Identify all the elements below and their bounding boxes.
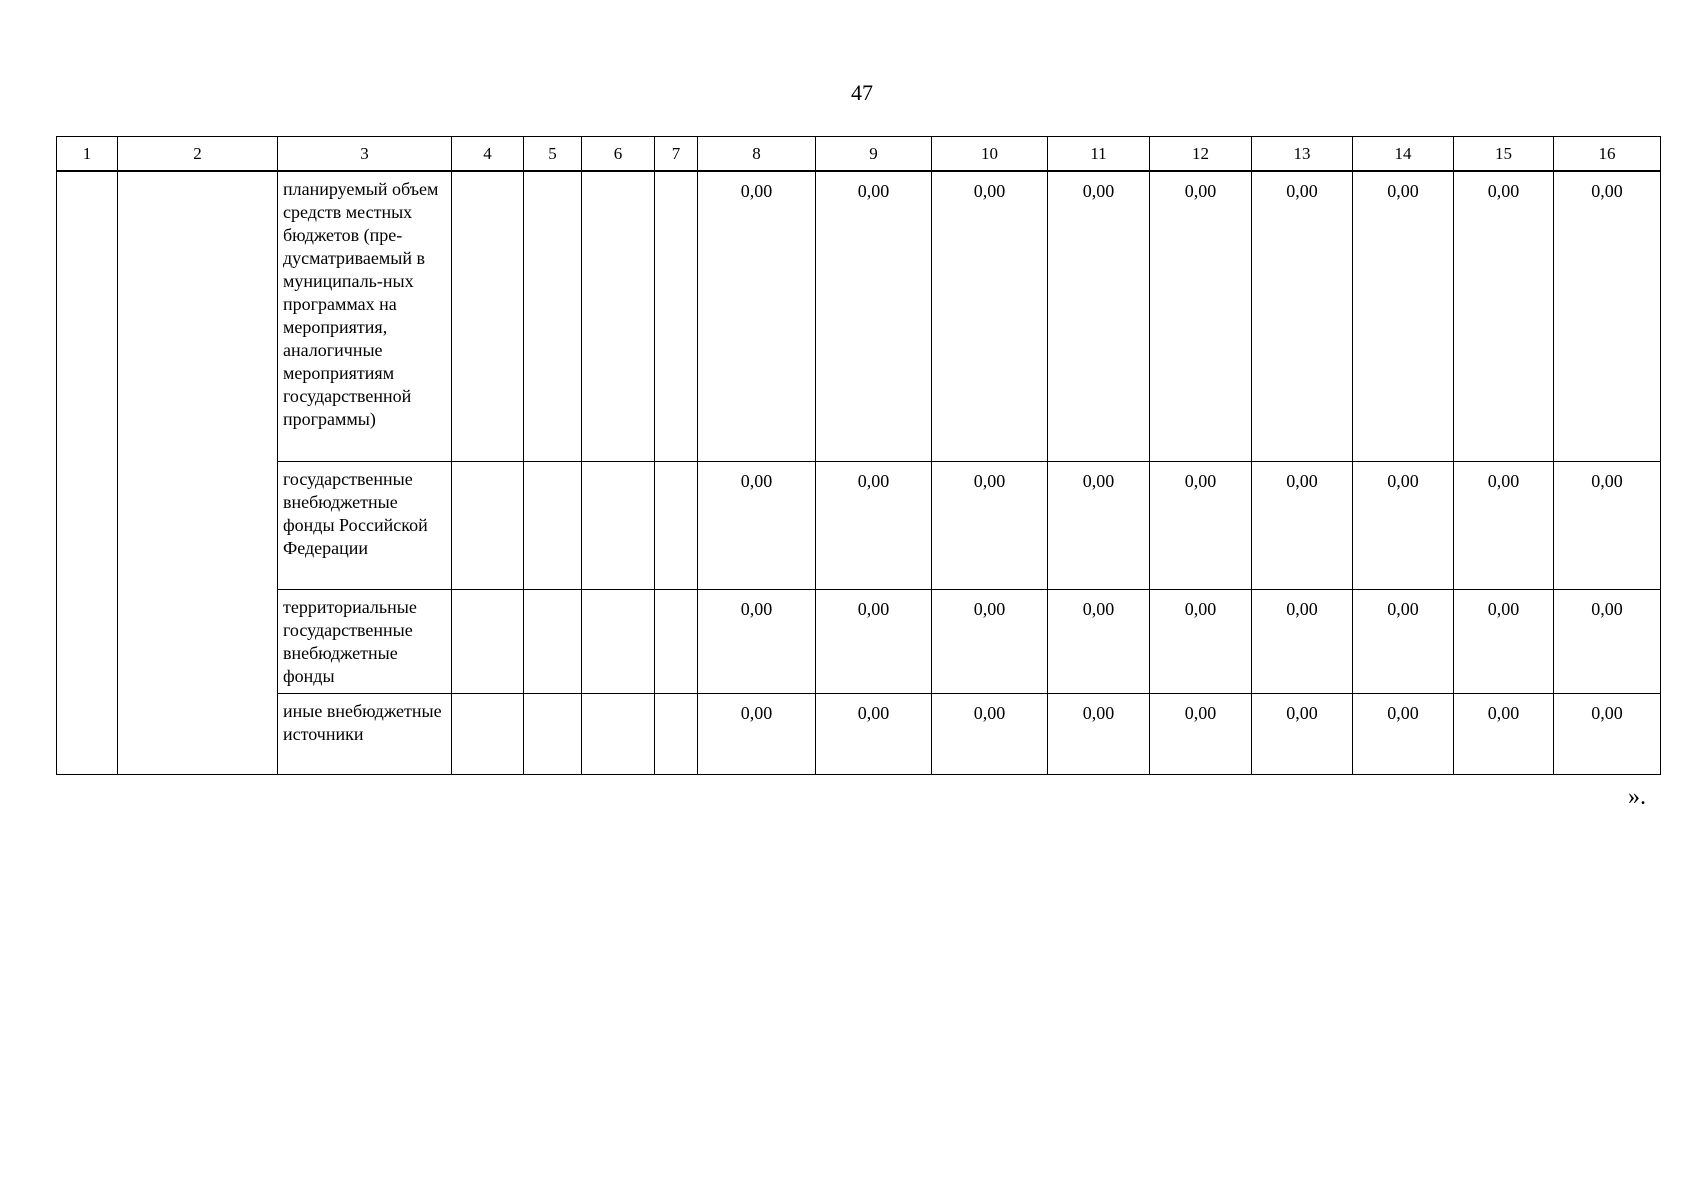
value-cell: 0,00 xyxy=(816,693,932,774)
value-cell: 0,00 xyxy=(932,171,1048,461)
empty-cell xyxy=(655,461,698,589)
empty-cell xyxy=(524,589,582,693)
empty-cell xyxy=(524,693,582,774)
value-cell: 0,00 xyxy=(1454,171,1554,461)
empty-cell xyxy=(452,693,524,774)
empty-cell xyxy=(582,461,655,589)
value-cell: 0,00 xyxy=(1554,171,1661,461)
column-number: 10 xyxy=(932,137,1048,172)
column-number: 12 xyxy=(1150,137,1252,172)
value-cell: 0,00 xyxy=(1454,589,1554,693)
column-number: 9 xyxy=(816,137,932,172)
merged-cell-col1 xyxy=(57,171,118,774)
value-cell: 0,00 xyxy=(816,589,932,693)
table-row xyxy=(57,461,1661,589)
page-number: 47 xyxy=(851,80,873,105)
column-number: 1 xyxy=(57,137,118,172)
value-cell: 0,00 xyxy=(1554,589,1661,693)
column-number: 5 xyxy=(524,137,582,172)
value-cell: 0,00 xyxy=(1353,589,1454,693)
column-number: 16 xyxy=(1554,137,1661,172)
value-cell: 0,00 xyxy=(1554,461,1661,589)
empty-cell xyxy=(452,171,524,461)
empty-cell xyxy=(655,171,698,461)
value-cell: 0,00 xyxy=(1252,589,1353,693)
value-cell: 0,00 xyxy=(932,461,1048,589)
column-number: 15 xyxy=(1454,137,1554,172)
value-cell: 0,00 xyxy=(1252,461,1353,589)
empty-cell xyxy=(655,693,698,774)
funding-source-label: иные внебюджетные источники xyxy=(278,693,452,774)
column-number: 6 xyxy=(582,137,655,172)
column-number: 8 xyxy=(698,137,816,172)
column-number: 11 xyxy=(1048,137,1150,172)
value-cell: 0,00 xyxy=(1150,171,1252,461)
empty-cell xyxy=(452,589,524,693)
value-cell: 0,00 xyxy=(1554,693,1661,774)
value-cell: 0,00 xyxy=(698,461,816,589)
merged-cell-col2 xyxy=(118,171,278,774)
table-row xyxy=(57,693,1661,774)
value-cell: 0,00 xyxy=(932,589,1048,693)
empty-cell xyxy=(524,461,582,589)
empty-cell xyxy=(582,693,655,774)
table-row xyxy=(57,589,1661,693)
value-cell: 0,00 xyxy=(816,171,932,461)
column-number-row xyxy=(57,137,1661,172)
funding-source-label: планируемый объем средств местных бюджетов (пре-дусматриваемый в муниципаль-ных программах на мероприятия, аналогичные мероприятиям государственной программы) xyxy=(278,171,452,461)
empty-cell xyxy=(452,461,524,589)
value-cell: 0,00 xyxy=(816,461,932,589)
value-cell: 0,00 xyxy=(698,171,816,461)
column-number: 14 xyxy=(1353,137,1454,172)
column-number: 4 xyxy=(452,137,524,172)
value-cell: 0,00 xyxy=(1454,693,1554,774)
value-cell: 0,00 xyxy=(1353,693,1454,774)
table-row xyxy=(57,171,1661,461)
column-number: 13 xyxy=(1252,137,1353,172)
value-cell: 0,00 xyxy=(698,693,816,774)
empty-cell xyxy=(582,171,655,461)
value-cell: 0,00 xyxy=(1048,693,1150,774)
budget-table xyxy=(56,136,1661,775)
value-cell: 0,00 xyxy=(932,693,1048,774)
value-cell: 0,00 xyxy=(1150,461,1252,589)
funding-source-label: государственные внебюджетные фонды Российской Федерации xyxy=(278,461,452,589)
column-number: 2 xyxy=(118,137,278,172)
value-cell: 0,00 xyxy=(1048,589,1150,693)
value-cell: 0,00 xyxy=(1252,171,1353,461)
empty-cell xyxy=(582,589,655,693)
column-number: 7 xyxy=(655,137,698,172)
value-cell: 0,00 xyxy=(1150,589,1252,693)
value-cell: 0,00 xyxy=(1048,461,1150,589)
value-cell: 0,00 xyxy=(1454,461,1554,589)
column-number: 3 xyxy=(278,137,452,172)
funding-source-label: территориальные государственные внебюджетные фонды xyxy=(278,589,452,693)
empty-cell xyxy=(655,589,698,693)
empty-cell xyxy=(524,171,582,461)
table-body xyxy=(57,137,1661,775)
closing-quote-mark: ». xyxy=(1628,784,1646,810)
value-cell: 0,00 xyxy=(1353,171,1454,461)
value-cell: 0,00 xyxy=(1048,171,1150,461)
value-cell: 0,00 xyxy=(1353,461,1454,589)
value-cell: 0,00 xyxy=(1252,693,1353,774)
value-cell: 0,00 xyxy=(698,589,816,693)
value-cell: 0,00 xyxy=(1150,693,1252,774)
